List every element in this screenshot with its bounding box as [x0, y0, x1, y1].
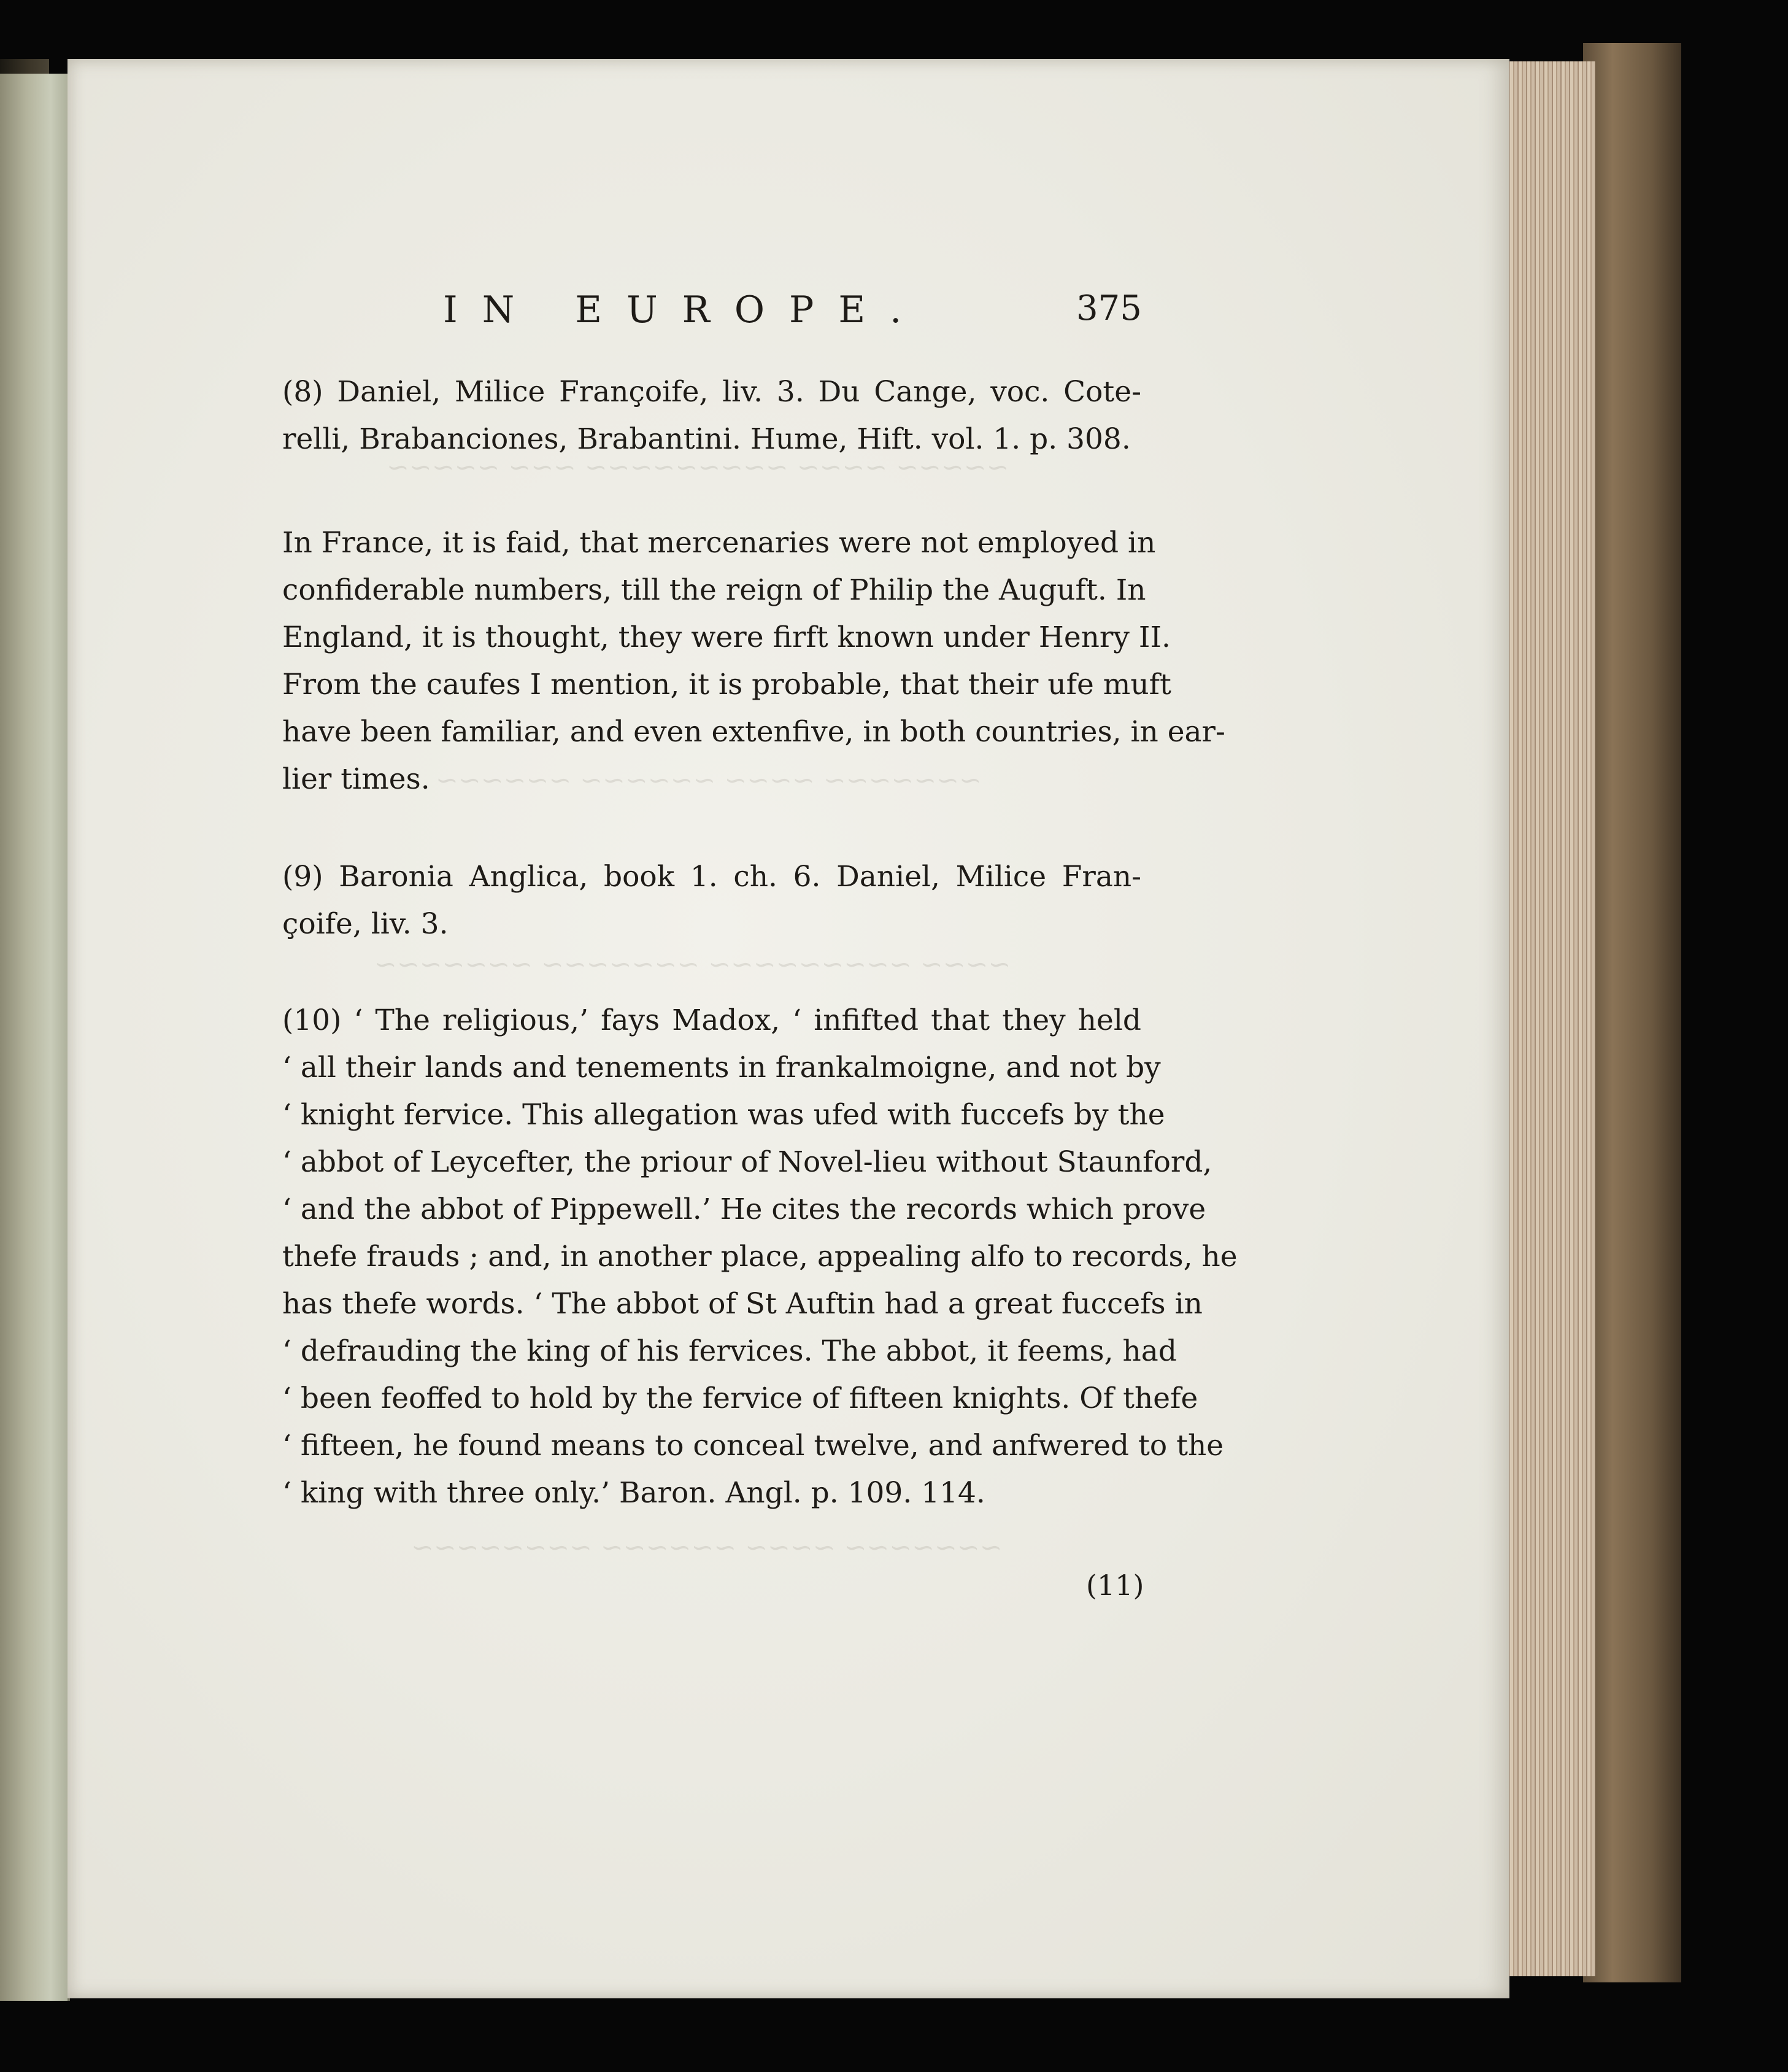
- text-line: In France, it is faid, that mercenaries were not employed in: [282, 526, 1156, 560]
- text-line: ‘ king with three only.’ Baron. Angl. p. 109. 114.: [282, 1476, 985, 1510]
- text-line: çoife, liv. 3.: [282, 907, 449, 941]
- text-line: (9) Baronia Anglica, book 1. ch. 6. Daniel, Milice Fran-: [282, 860, 1141, 894]
- text-line: have been familiar, and even extenfive, in both countries, in ear-: [282, 715, 1225, 749]
- text-line: (10) ‘ The religious,’ fays Madox, ‘ infifted that they held: [282, 1003, 1141, 1037]
- text-line: ‘ been feoffed to hold by the fervice of fifteen knights. Of thefe: [282, 1382, 1198, 1415]
- text-line: ‘ knight fervice. This allegation was ufed with fuccefs by the: [282, 1098, 1165, 1132]
- footnote-8: [282, 368, 1141, 463]
- text-line: relli, Brabanciones, Brabantini. Hume, Hift. vol. 1. p. 308.: [282, 422, 1131, 456]
- show-through: ~~~~~ ~~~~ ~~~~~~~~~ ~~~ ~~~~~: [387, 452, 1009, 483]
- text-line: lier times.: [282, 762, 430, 796]
- page-number: 375: [1076, 288, 1142, 328]
- show-through: ~~~~~~~ ~~~~ ~~~~~~ ~~~~~~: [436, 765, 982, 796]
- show-through: ~~~~~~~ ~~~~ ~~~~~~ ~~~~~~~~: [411, 1532, 1003, 1563]
- text-line: confiderable numbers, till the reign of Philip the Auguft. In: [282, 573, 1146, 607]
- text-line: thefe frauds ; and, in another place, appealing alfo to records, he: [282, 1240, 1238, 1274]
- text-line: England, it is thought, they were firft known under Henry II.: [282, 620, 1171, 654]
- footnote-10: [282, 997, 1238, 1517]
- running-head: IN EUROPE.: [443, 288, 927, 331]
- text-line: ‘ all their lands and tenements in frankalmoigne, and not by: [282, 1051, 1161, 1084]
- text-line: (8) Daniel, Milice Françoife, liv. 3. Du Cange, voc. Cote-: [282, 375, 1141, 409]
- body-paragraph: [282, 519, 1225, 803]
- catchword: (11): [1086, 1569, 1144, 1602]
- page-edges: [1497, 61, 1595, 1976]
- facing-page-edge: [0, 74, 70, 2001]
- text-line: ‘ abbot of Leycefter, the priour of Novel-lieu without Staunford,: [282, 1145, 1212, 1179]
- text-line: From the caufes I mention, it is probable, that their ufe muft: [282, 668, 1171, 702]
- show-through: ~~~~ ~~~~~~~~~ ~~~~~~~ ~~~~~~~: [374, 949, 1011, 980]
- text-line: ‘ and the abbot of Pippewell.’ He cites the records which prove: [282, 1193, 1206, 1226]
- book-cover-right: [1583, 43, 1681, 1982]
- text-line: has thefe words. ‘ The abbot of St Auftin had a great fuccefs in: [282, 1287, 1203, 1321]
- text-line: ‘ defrauding the king of his fervices. The abbot, it feems, had: [282, 1334, 1177, 1368]
- text-line: ‘ fifteen, he found means to conceal twelve, and anfwered to the: [282, 1429, 1224, 1463]
- footnote-9: [282, 853, 1141, 948]
